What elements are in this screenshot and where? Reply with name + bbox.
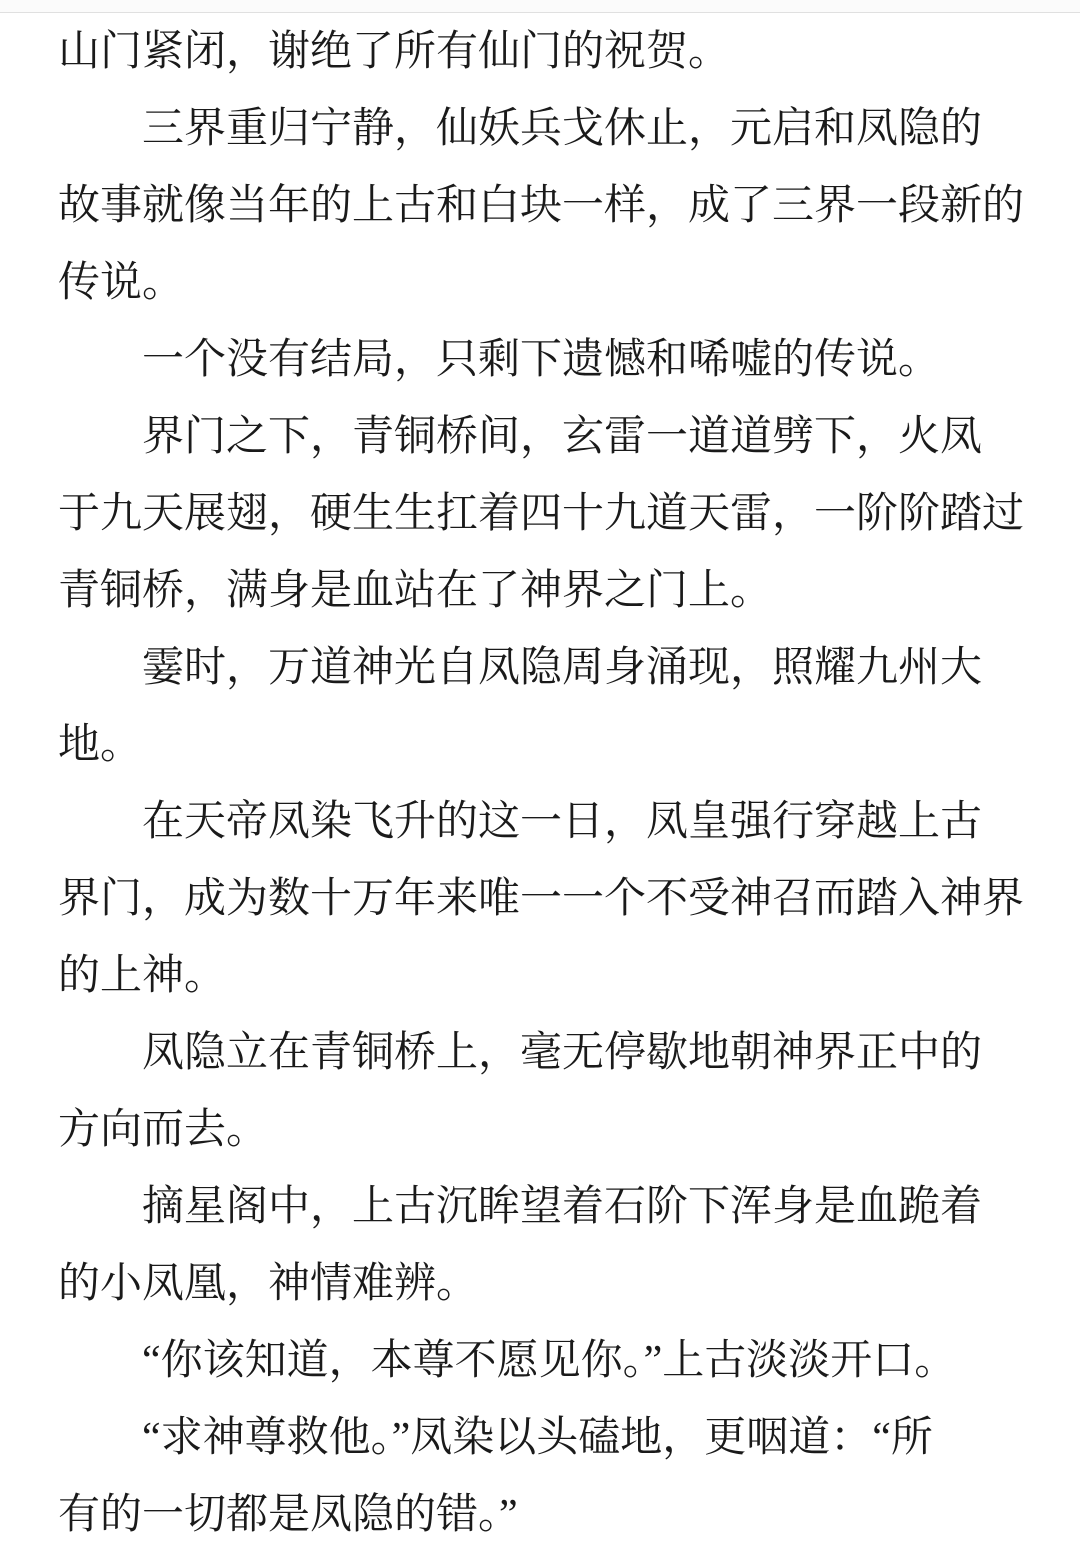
text-line: 摘星阁中，上古沉眸望着石阶下浑身是血跪着	[142, 1184, 983, 1230]
text-line: “你该知道，本尊不愿见你。”上古淡淡开口。	[142, 1338, 957, 1384]
text-line: 于九天展翅，硬生生扛着四十九道天雷，一阶阶踏过	[58, 491, 1025, 537]
page-top-divider	[0, 0, 1080, 13]
text-line: 山门紧闭，谢绝了所有仙门的祝贺。	[58, 29, 731, 75]
text-line: 三界重归宁静，仙妖兵戈休止，元启和凤隐的	[142, 106, 983, 152]
text-line: 青铜桥，满身是血站在了神界之门上。	[58, 568, 773, 614]
text-line: 传说。	[58, 260, 185, 306]
text-line: 一个没有结局，只剩下遗憾和唏嘘的传说。	[142, 337, 941, 383]
text-line: 故事就像当年的上古和白块一样，成了三界一段新的	[58, 183, 1025, 229]
text-line: 霎时，万道神光自凤隐周身涌现，照耀九州大	[142, 645, 983, 691]
text-line: 地。	[58, 722, 143, 768]
text-line: 凤隐立在青铜桥上，毫无停歇地朝神界正中的	[142, 1030, 983, 1076]
text-line: 界门，成为数十万年来唯一一个不受神召而踏入神界	[58, 876, 1025, 922]
text-line: 界门之下，青铜桥间，玄雷一道道劈下，火凤	[142, 414, 983, 460]
text-line: 的上神。	[58, 953, 227, 999]
text-line: 有的一切都是凤隐的错。”	[58, 1492, 518, 1538]
text-line: “求神尊救他。”凤染以头磕地，更咽道：“所	[142, 1415, 933, 1461]
text-line: 在天帝凤染飞升的这一日，凤皇强行穿越上古	[142, 799, 983, 845]
text-line: 的小凤凰，神情难辨。	[58, 1261, 479, 1307]
page-text	[58, 14, 1024, 1554]
text-line: 方向而去。	[58, 1107, 269, 1153]
